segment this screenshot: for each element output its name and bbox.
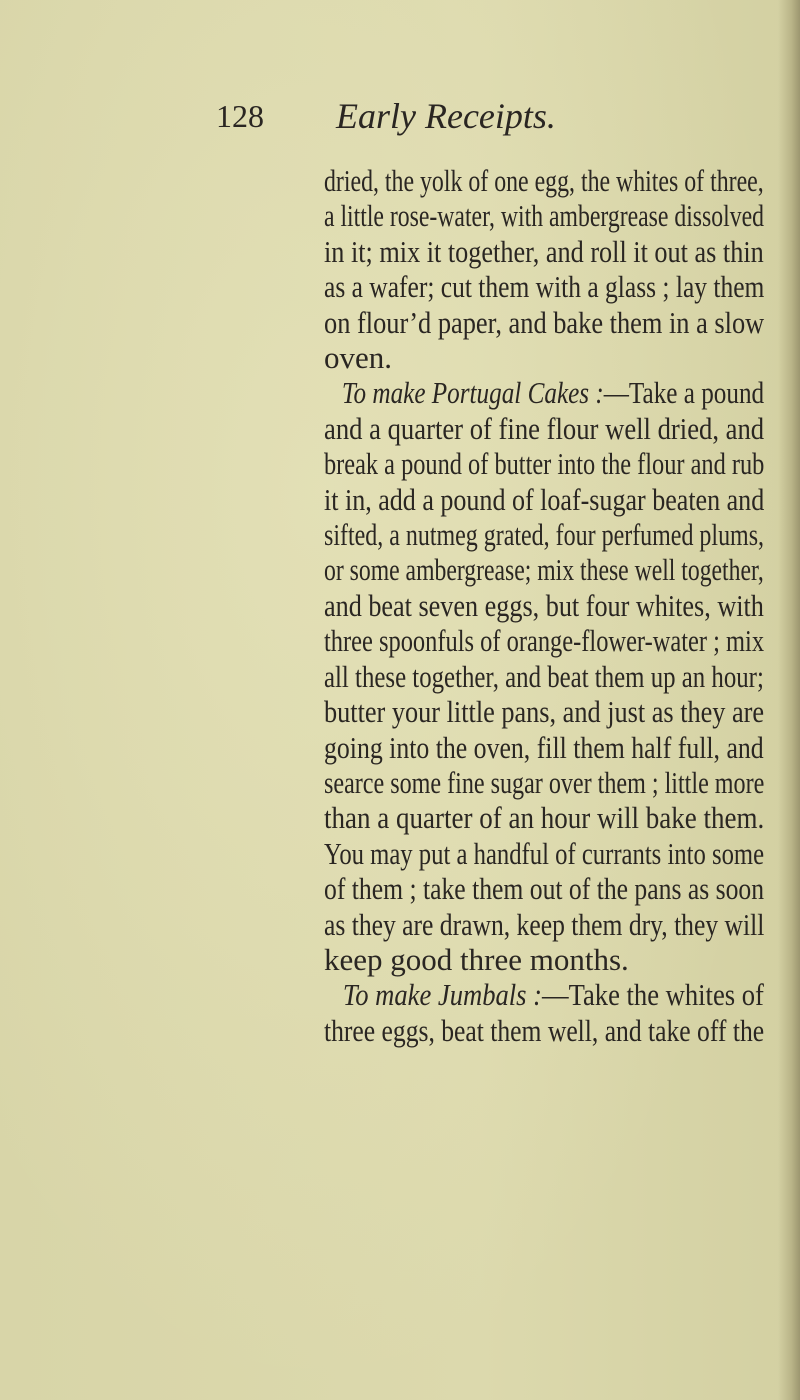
page-edge-shadow [778,0,800,1400]
text-line: three eggs, beat them well, and take off the [324,1012,765,1048]
text-line: than a quarter of an hour will bake them. [324,800,765,836]
running-title: Early Receipts. [336,96,556,136]
text-line: of them ; take them out of the pans as soon [324,871,765,907]
text-line: in it; mix it together, and roll it out as thin [324,233,764,269]
text-line: or some ambergrease; mix these well together, [324,552,764,588]
body-text [324,163,764,1048]
text-line: all these together, and beat them up an hour; [324,658,764,694]
text-line: keep good three months. [324,941,629,977]
text-line: sifted, a nutmeg grated, four perfumed plums, [324,517,765,553]
text-line: dried, the yolk of one egg, the whites of three, [324,163,764,198]
text-line: a little rose-water, with ambergrease dissolved [324,198,764,234]
page-number: 128 [216,98,264,134]
text-line: and beat seven eggs, but four whites, with [324,587,764,623]
recipe-heading: To make Portugal Cakes : [341,375,604,411]
text-line: three spoonfuls of orange-flower-water ; mix [324,623,765,659]
text-line: searce some fine sugar over them ; little more [324,764,765,800]
text-line: as they are drawn, keep them dry, they will [324,906,765,942]
recipe-heading: To make Jumbals : [342,977,543,1013]
text-line: butter your little pans, and just as they are [324,694,765,730]
running-head [216,96,556,136]
text-line: on flour’d paper, and bake them in a slow [324,304,765,340]
text-line: it in, add a pound of loaf-sugar beaten and [324,481,765,517]
text-line: and a quarter of fine flour well dried, and [324,410,765,446]
recipe-heading-line: To make Jumbals :—Take the whites of [342,977,764,1013]
recipe-heading-line: To make Portugal Cakes :—Take a pound [341,375,765,411]
text-line: oven. [324,340,393,376]
text-line: going into the oven, fill them half full, and [324,729,764,765]
text-line: as a wafer; cut them with a glass ; lay them [324,269,765,305]
text-line: You may put a handful of currants into some [324,835,765,871]
text-line: break a pound of butter into the flour and rub [324,446,765,482]
